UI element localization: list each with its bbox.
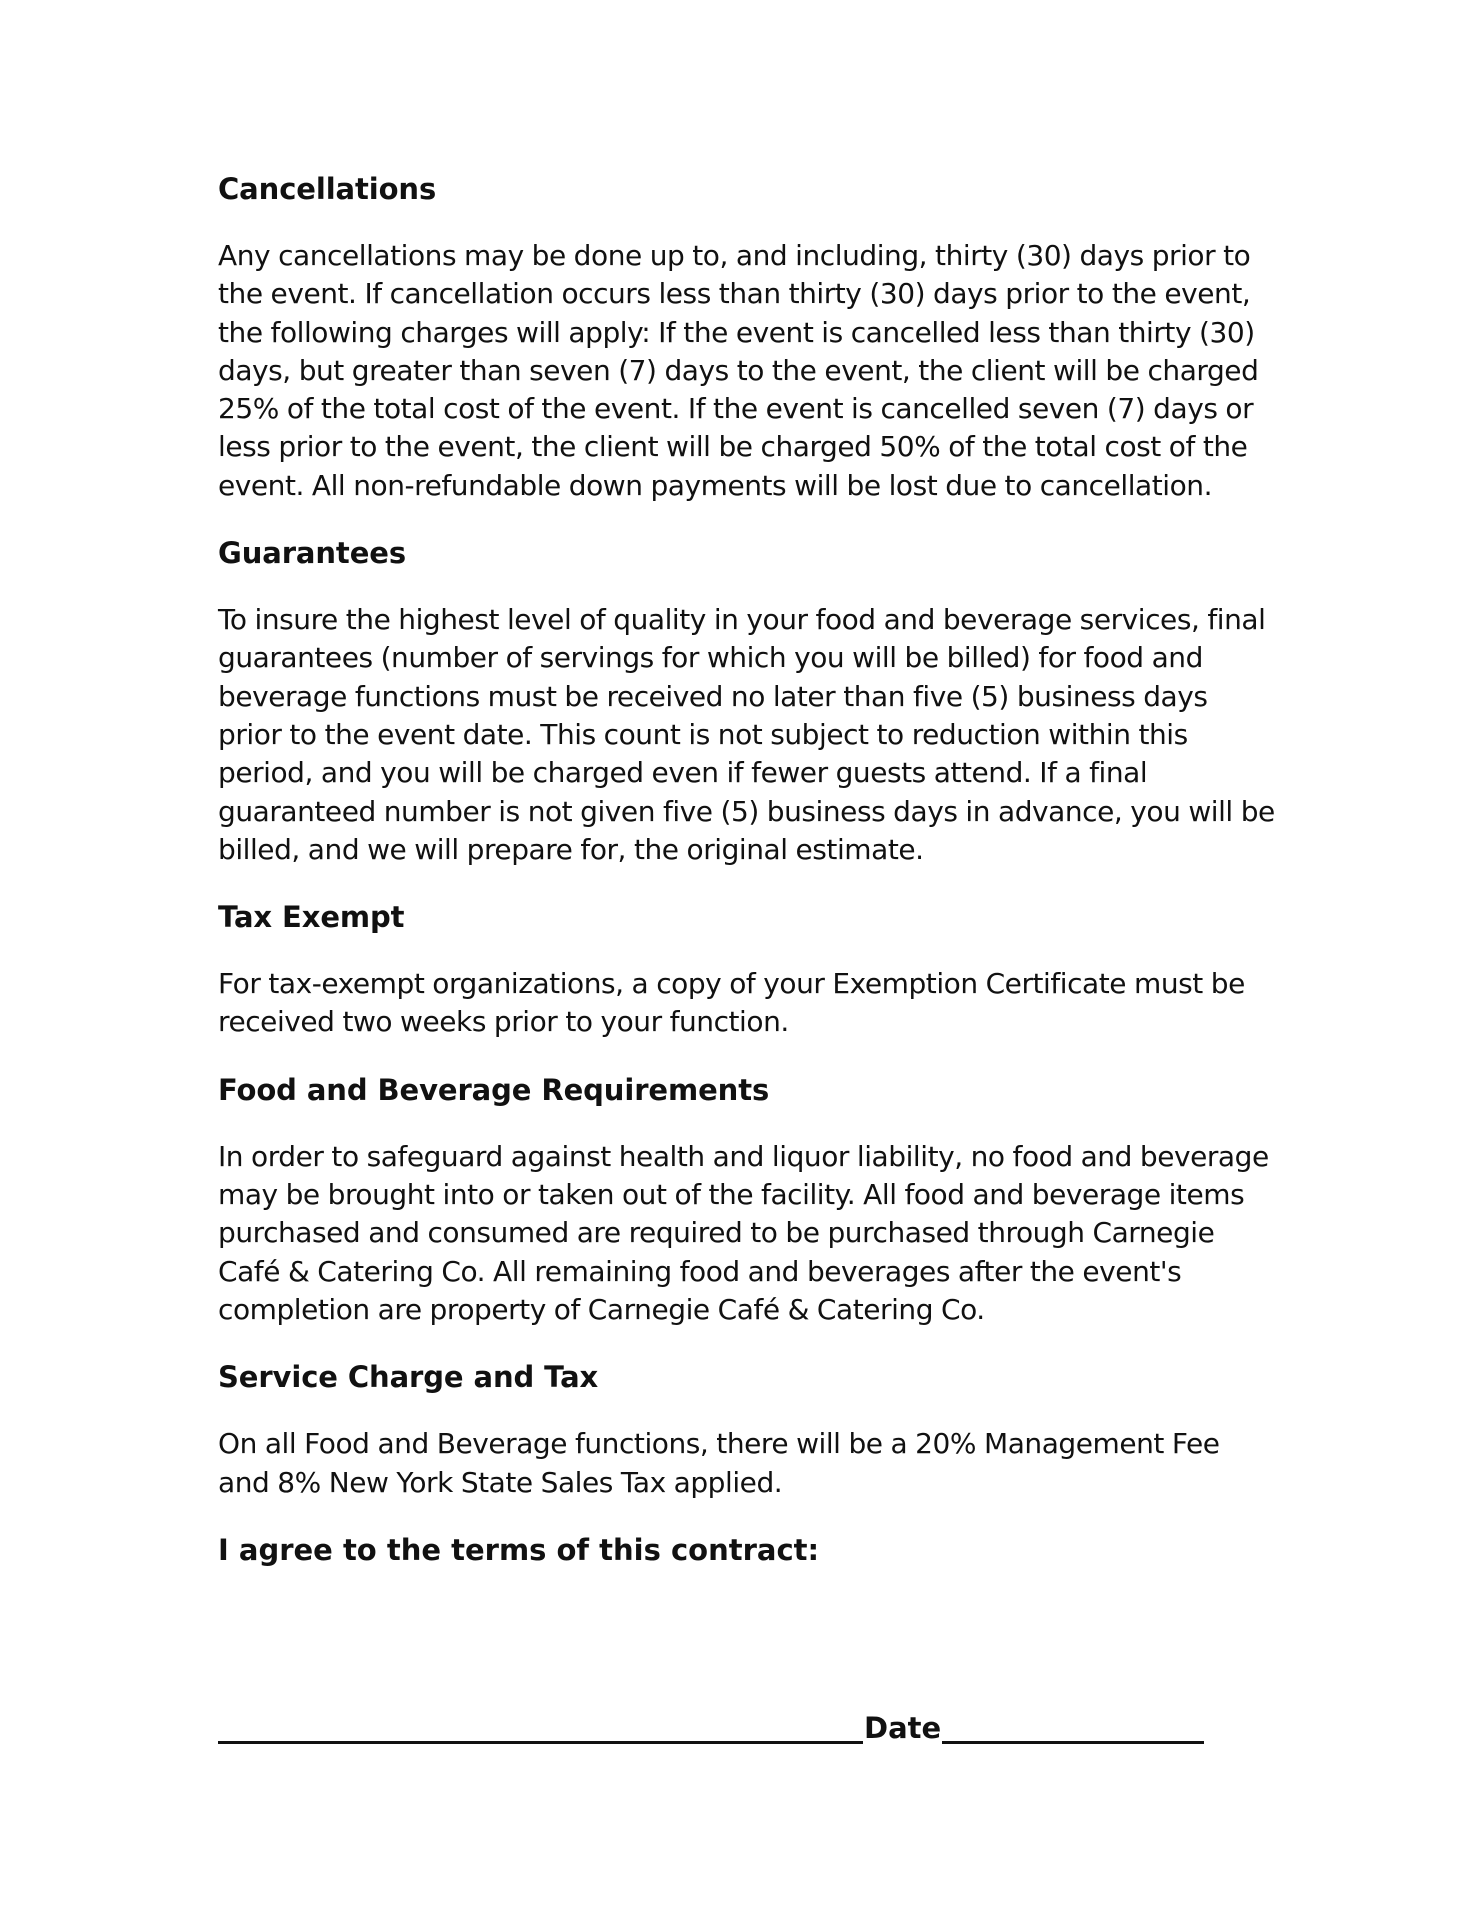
section-food-beverage-requirements	[218, 1071, 1278, 1329]
signature-line[interactable]	[218, 1741, 863, 1744]
section-body: To insure the highest level of quality in your food and beverage services, final guarantees (number of servings for which you will be billed) for food and beverage functions must be received no later than five (5) business days prior to the event date. This count is not subject to reduction within this period, and you will be charged even if fewer guests attend. If a final guaranteed number is not given five (5) business days in advance, you will be billed, and we will prepare for, the original estimate.	[218, 603, 1275, 866]
signature-row	[218, 1710, 1204, 1746]
agreement-statement: I agree to the terms of this contract:	[218, 1532, 820, 1567]
contract-page	[218, 170, 1278, 1569]
section-body: For tax-exempt organizations, a copy of your Exemption Certificate must be received two weeks prior to your function.	[218, 967, 1245, 1039]
section-heading: Guarantees	[218, 536, 406, 571]
section-body: Any cancellations may be done up to, and including, thirty (30) days prior to the event. If cancellation occurs less than thirty (30) days prior to the event, the following charges will apply: If the event is cancelled less than thirty (30) days, but greater than seven (7) days to the event, the client will be charged 25% of the total cost of the event. If the event is cancelled seven (7) days or less prior to the event, the client will be charged 50% of the total cost of the event. All non-refundable down payments will be lost due to cancellation.	[218, 239, 1259, 502]
date-line[interactable]	[942, 1741, 1204, 1744]
section-cancellations	[218, 170, 1278, 505]
section-heading: Service Charge and Tax	[218, 1360, 599, 1395]
section-service-charge-tax	[218, 1358, 1278, 1502]
section-heading: Cancellations	[218, 172, 437, 206]
section-guarantees	[218, 534, 1278, 869]
section-body: On all Food and Beverage functions, there will be a 20% Management Fee and 8% New York State Sales Tax applied.	[218, 1427, 1220, 1499]
section-tax-exempt	[218, 898, 1278, 1042]
section-heading: Food and Beverage Requirements	[218, 1072, 770, 1107]
section-heading: Tax Exempt	[218, 900, 405, 935]
section-body: In order to safeguard against health and liquor liability, no food and beverage may be brought into or taken out of the facility. All food and beverage items purchased and consumed are required to be purchased through Carnegie Café & Catering Co. All remaining food and beverages after the event's completion are property of Carnegie Café & Catering Co.	[218, 1139, 1269, 1326]
date-label: Date	[864, 1711, 942, 1745]
